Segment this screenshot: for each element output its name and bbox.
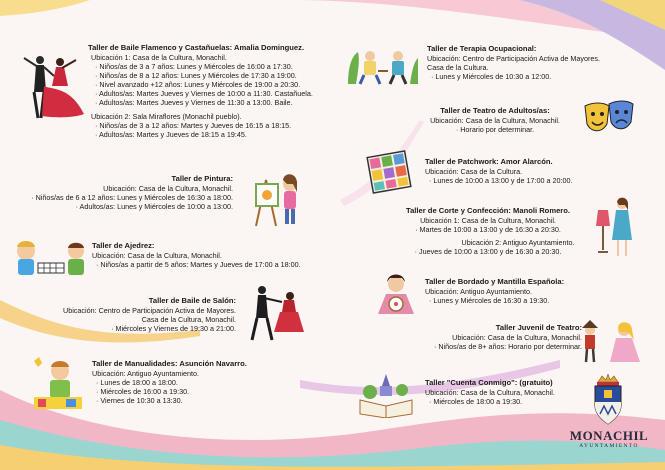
detail-line: Ubicación: Centro de Participación Activa de Mayores.: [63, 305, 236, 315]
logo-name: MONACHIL: [569, 428, 649, 443]
patchwork-block: [425, 157, 655, 185]
detail-line: · Horario por determinar.: [455, 124, 535, 134]
dress-mannequin-icon: [594, 196, 634, 258]
juvenil-title: Taller Juvenil de Teatro:: [495, 323, 582, 332]
crafts-boy-icon: [30, 355, 86, 413]
storybook-icon: [358, 370, 414, 418]
ballroom-dancers-icon: [246, 284, 306, 342]
detail-line: Ubicación 1: Casa de la Cultura, Monachil.: [91, 52, 227, 62]
logo-subtitle: AYUNTAMIENTO: [579, 443, 639, 449]
detail-line: · Adultos/as: Martes Jueves y Viernes de 10:00 a 11:30. Castañuela.: [95, 88, 313, 98]
detail-line: Ubicación: Casa de la Cultura.: [425, 166, 523, 176]
detail-line: · Niños/as de 3 a 12 años: Martes y Jueves de 16:15 a 18:15.: [95, 120, 292, 130]
baile-flamenco-block: [88, 43, 328, 139]
detail-line: · Miércoles de 18:00 a 19:30.: [429, 396, 523, 406]
detail-line: · Adultos/as: Lunes y Miércoles de 10:00 a 13:00.: [75, 201, 233, 211]
detail-line: Ubicación: Casa de la Cultura, Monachil.: [452, 332, 582, 342]
baile-flamenco-title: Taller de Baile Flamenco y Castañuelas: Amalia Dominguez.: [88, 43, 305, 52]
therapy-people-icon: [344, 46, 420, 86]
teatro-title: Taller de Teatro de Adultos/as:: [440, 106, 550, 115]
detail-line: Ubicación 1: Casa de la Cultura, Monachil.: [420, 215, 556, 225]
pintura-title: Taller de Pintura:: [171, 174, 233, 183]
detail-line: · Lunes y Miércoles de 10:30 a 12:00.: [431, 71, 552, 81]
detail-line: Ubicación 2: Antiguo Ayuntamiento.: [461, 237, 575, 247]
detail-line: · Miércoles de 16:00 a 19:30.: [96, 386, 190, 396]
detail-line: Ubicación: Centro de Participación Activa de Mayores.: [427, 53, 600, 63]
detail-line: · Viernes de 10:30 a 13:30.: [96, 395, 183, 405]
pintura-block: [0, 174, 233, 211]
detail-line: · Lunes de 10:00 a 13:00 y de 17:00 a 20:00.: [429, 175, 573, 185]
juvenil-block: [360, 323, 582, 351]
baile-salon-block: [0, 296, 236, 333]
bordado-block: [425, 277, 645, 305]
bordado-title: Taller de Bordado y Mantilla Española:: [425, 277, 565, 286]
detail-line: · Martes de 10:00 a 13:00 y de 16:30 a 20:30.: [415, 224, 561, 234]
ajedrez-title: Taller de Ajedrez:: [92, 241, 155, 250]
detail-line: · Niños/as de 3 a 7 años: Lunes y Miércoles de 16:00 a 17:30.: [95, 61, 293, 71]
corte-block: [384, 206, 592, 256]
youth-theater-icon: [578, 318, 648, 364]
detail-line: · Niños/as de 6 a 12 años: Lunes y Miércoles de 16:30 a 18:00.: [31, 192, 233, 202]
detail-line: Casa de la Cultura.: [427, 62, 489, 72]
teatro-block: [410, 106, 580, 134]
terapia-block: [427, 44, 657, 81]
detail-line: Ubicación: Casa de la Cultura, Monachil.: [425, 387, 555, 397]
detail-line: · Niños/as de 8+ años: Horario por determinar.: [433, 341, 582, 351]
detail-line: Ubicación: Casa de la Cultura, Monachil.: [430, 115, 560, 125]
theater-masks-icon: [583, 100, 635, 136]
corte-title: Taller de Corte y Confección: Manoli Romero.: [406, 206, 570, 215]
detail-line: · Miércoles y Viernes de 19:30 a 21:00.: [111, 323, 236, 333]
detail-line: · Jueves de 10:00 a 13:00 y de 16:30 a 20:30.: [414, 246, 562, 256]
flamenco-dancers-icon: [14, 52, 86, 122]
detail-line: · Niños/as a partir de 5 años: Martes y Jueves de 17:00 a 18:00.: [96, 259, 301, 269]
baile-salon-title: Taller de Baile de Salón:: [148, 296, 236, 305]
patchwork-title: Taller de Patchwork: Amor Alarcón.: [425, 157, 553, 166]
monachil-coat-of-arms-icon: [592, 374, 624, 426]
detail-line: · Lunes de 18:00 a 18:00.: [96, 377, 178, 387]
patchwork-quilt-icon: [366, 150, 412, 194]
detail-line: · Lunes y Miércoles de 16:30 a 19:30.: [429, 295, 550, 305]
manualidades-title: Taller de Manualidades: Asunción Navarro.: [92, 359, 247, 368]
detail-line: Ubicación: Casa de la Cultura, Monachil.: [92, 250, 222, 260]
detail-line: · Nivel avanzado +12 años: Lunes y Miércoles de 19:00 a 20:30.: [95, 79, 301, 89]
terapia-title: Taller de Terapia Ocupacional:: [427, 44, 537, 53]
detail-line: Ubicación: Antiguo Ayuntamiento.: [425, 286, 532, 296]
detail-line: · Adultos/as: Martes Jueves y Viernes de 11:30 a 13:00. Baile.: [95, 97, 293, 107]
cuento-title: Taller "Cuenta Conmigo": (gratuito): [425, 378, 553, 387]
chess-kids-icon: [10, 235, 90, 281]
manualidades-block: [92, 359, 332, 405]
painting-girl-icon: [250, 170, 306, 230]
ajedrez-block: [92, 241, 332, 269]
embroidery-girl-icon: [372, 272, 420, 318]
detail-line: Ubicación: Casa de la Cultura, Monachil.: [103, 183, 233, 193]
detail-line: · Adultos/as: Martes y Jueves de 18:15 a 19:45.: [95, 129, 247, 139]
detail-line: Ubicación: Antiguo Ayuntamiento.: [92, 368, 199, 378]
detail-line: Casa de la Cultura, Monachil.: [141, 314, 236, 324]
detail-line: Ubicación 2: Sala Miraflores (Monachil pueblo).: [91, 111, 242, 121]
detail-line: · Niños/as de 8 a 12 años: Lunes y Miércoles de 17:30 a 19:00.: [95, 70, 297, 80]
